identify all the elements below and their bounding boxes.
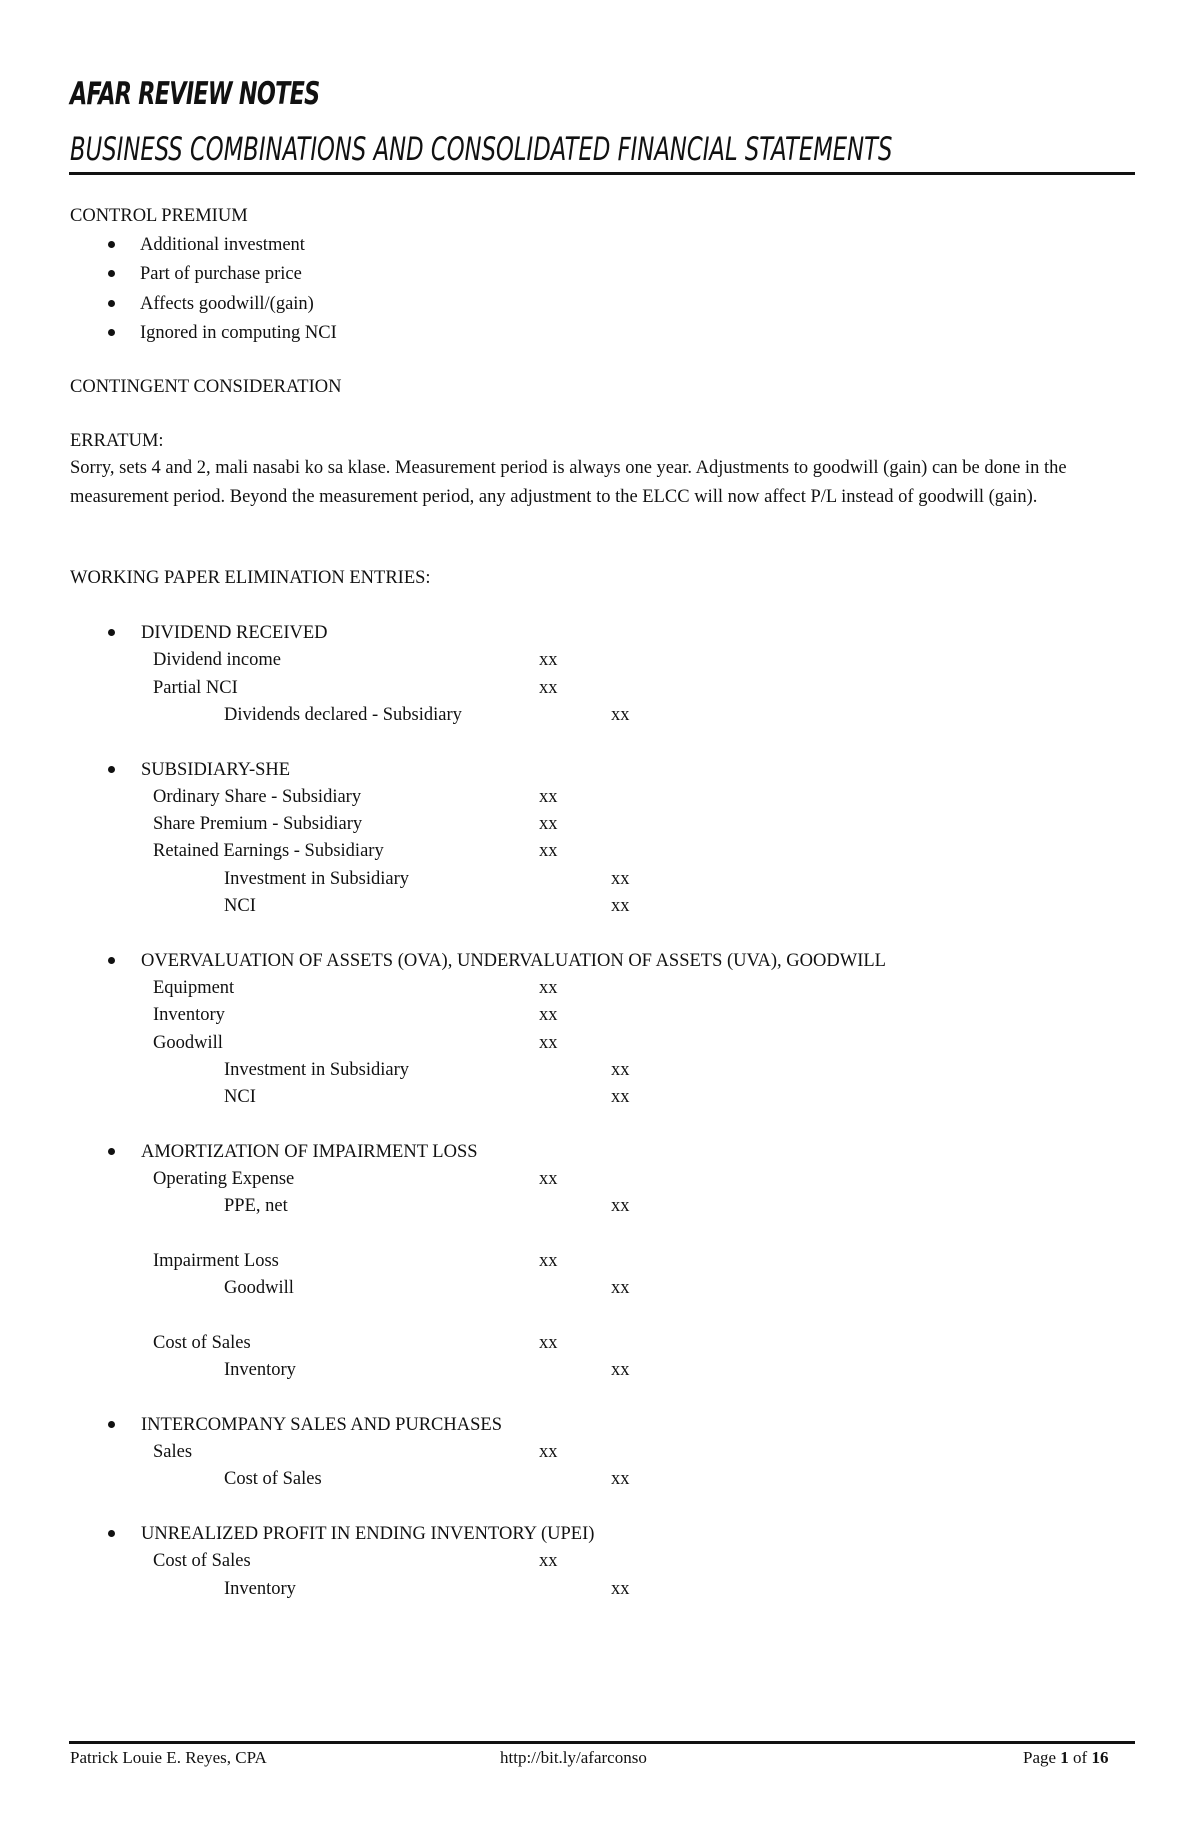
entry-heading: DIVIDEND RECEIVED bbox=[141, 623, 328, 643]
debit-account: Sales bbox=[153, 1442, 193, 1462]
list-item: Ignored in computing NCI bbox=[140, 322, 337, 343]
credit-account: Investment in Subsidiary bbox=[224, 1059, 409, 1080]
document-subtitle: BUSINESS COMBINATIONS AND CONSOLIDATED FINANCIAL STATEMENTS bbox=[70, 130, 893, 168]
footer-rule bbox=[69, 1741, 1135, 1744]
entries-heading: WORKING PAPER ELIMINATION ENTRIES: bbox=[70, 568, 431, 588]
bullet-icon bbox=[108, 1148, 115, 1155]
debit-account: Cost of Sales bbox=[153, 1332, 251, 1353]
debit-account: Share Premium - Subsidiary bbox=[153, 814, 363, 835]
debit-account: Impairment Loss bbox=[153, 1250, 279, 1271]
debit-account: Ordinary Share - Subsidiary bbox=[153, 786, 362, 807]
total-pages: 16 bbox=[1091, 1748, 1109, 1767]
debit-amount: xx bbox=[539, 677, 558, 698]
debit-amount: xx bbox=[539, 650, 558, 671]
debit-amount: xx bbox=[539, 841, 558, 862]
credit-amount: xx bbox=[611, 1469, 630, 1490]
bullet-icon bbox=[108, 241, 115, 248]
credit-amount: xx bbox=[611, 868, 630, 889]
control-premium-heading: CONTROL PREMIUM bbox=[70, 206, 248, 226]
credit-amount: xx bbox=[611, 896, 630, 916]
entry-heading: INTERCOMPANY SALES AND PURCHASES bbox=[141, 1414, 502, 1435]
debit-amount: xx bbox=[539, 977, 558, 998]
bullet-icon bbox=[108, 957, 115, 964]
debit-account: Retained Earnings - Subsidiary bbox=[153, 841, 384, 862]
header-rule bbox=[69, 172, 1135, 175]
credit-account: NCI bbox=[224, 1087, 256, 1108]
list-item: Affects goodwill/(gain) bbox=[140, 293, 314, 314]
debit-amount: xx bbox=[539, 1551, 558, 1572]
entry-heading: AMORTIZATION OF IMPAIRMENT LOSS bbox=[141, 1141, 478, 1162]
erratum-text: Sorry, sets 4 and 2, mali nasabi ko sa klase. Measurement period is always one year. Adjustments to goodwill (gain) can be done in the measurement period. Beyond the measurement period, any adjustment to the ELCC will now affect P/L instead of goodwill (gain). bbox=[70, 458, 1067, 507]
debit-account: Dividend income bbox=[153, 650, 281, 671]
debit-amount: xx bbox=[539, 1442, 558, 1462]
debit-account: Operating Expense bbox=[153, 1169, 295, 1189]
page-of: of bbox=[1068, 1748, 1092, 1767]
credit-amount: xx bbox=[611, 1578, 630, 1599]
bullet-icon bbox=[108, 766, 115, 773]
document-title: AFAR REVIEW NOTES bbox=[70, 76, 320, 112]
bullet-icon bbox=[108, 270, 115, 277]
debit-amount: xx bbox=[539, 1169, 558, 1189]
debit-account: Partial NCI bbox=[153, 677, 238, 698]
debit-amount: xx bbox=[539, 1250, 558, 1271]
bullet-icon bbox=[108, 1530, 115, 1537]
debit-amount: xx bbox=[539, 786, 558, 807]
debit-account: Equipment bbox=[153, 977, 235, 998]
debit-account: Cost of Sales bbox=[153, 1551, 251, 1572]
entry-heading: UNREALIZED PROFIT IN ENDING INVENTORY (UPEI) bbox=[141, 1523, 595, 1544]
credit-amount: xx bbox=[611, 1360, 630, 1381]
debit-amount: xx bbox=[539, 1032, 558, 1053]
list-item: Part of purchase price bbox=[140, 264, 302, 285]
bullet-icon bbox=[108, 300, 115, 307]
debit-amount: xx bbox=[539, 814, 558, 835]
debit-amount: xx bbox=[539, 1005, 558, 1026]
credit-account: Dividends declared - Subsidiary bbox=[224, 704, 462, 725]
credit-amount: xx bbox=[611, 1059, 630, 1080]
credit-account: NCI bbox=[224, 896, 256, 916]
credit-account: Cost of Sales bbox=[224, 1469, 322, 1490]
entry-heading: OVERVALUATION OF ASSETS (OVA), UNDERVALUATION OF ASSETS (UVA), GOODWILL bbox=[141, 950, 886, 971]
credit-account: Inventory bbox=[224, 1360, 296, 1381]
debit-amount: xx bbox=[539, 1332, 558, 1353]
current-page: 1 bbox=[1060, 1748, 1069, 1767]
credit-account: Inventory bbox=[224, 1578, 296, 1599]
entry-heading: SUBSIDIARY-SHE bbox=[141, 759, 291, 780]
list-item: Additional investment bbox=[140, 235, 305, 255]
erratum-heading: ERRATUM: bbox=[70, 431, 164, 451]
credit-amount: xx bbox=[611, 1196, 630, 1217]
bullet-icon bbox=[108, 629, 115, 636]
debit-account: Goodwill bbox=[153, 1032, 223, 1053]
credit-amount: xx bbox=[611, 1087, 630, 1108]
footer-link[interactable]: http://bit.ly/afarconso bbox=[500, 1748, 647, 1767]
bullet-icon bbox=[108, 1421, 115, 1428]
credit-account: Goodwill bbox=[224, 1278, 294, 1299]
credit-account: PPE, net bbox=[224, 1196, 288, 1217]
page-prefix: Page bbox=[1023, 1748, 1061, 1767]
credit-amount: xx bbox=[611, 1278, 630, 1299]
bullet-icon bbox=[108, 329, 115, 336]
credit-amount: xx bbox=[611, 704, 630, 725]
credit-account: Investment in Subsidiary bbox=[224, 868, 409, 889]
page-number bbox=[1023, 1747, 1108, 1769]
contingent-heading: CONTINGENT CONSIDERATION bbox=[70, 377, 342, 397]
debit-account: Inventory bbox=[153, 1005, 225, 1026]
footer-author: Patrick Louie E. Reyes, CPA bbox=[70, 1748, 267, 1767]
